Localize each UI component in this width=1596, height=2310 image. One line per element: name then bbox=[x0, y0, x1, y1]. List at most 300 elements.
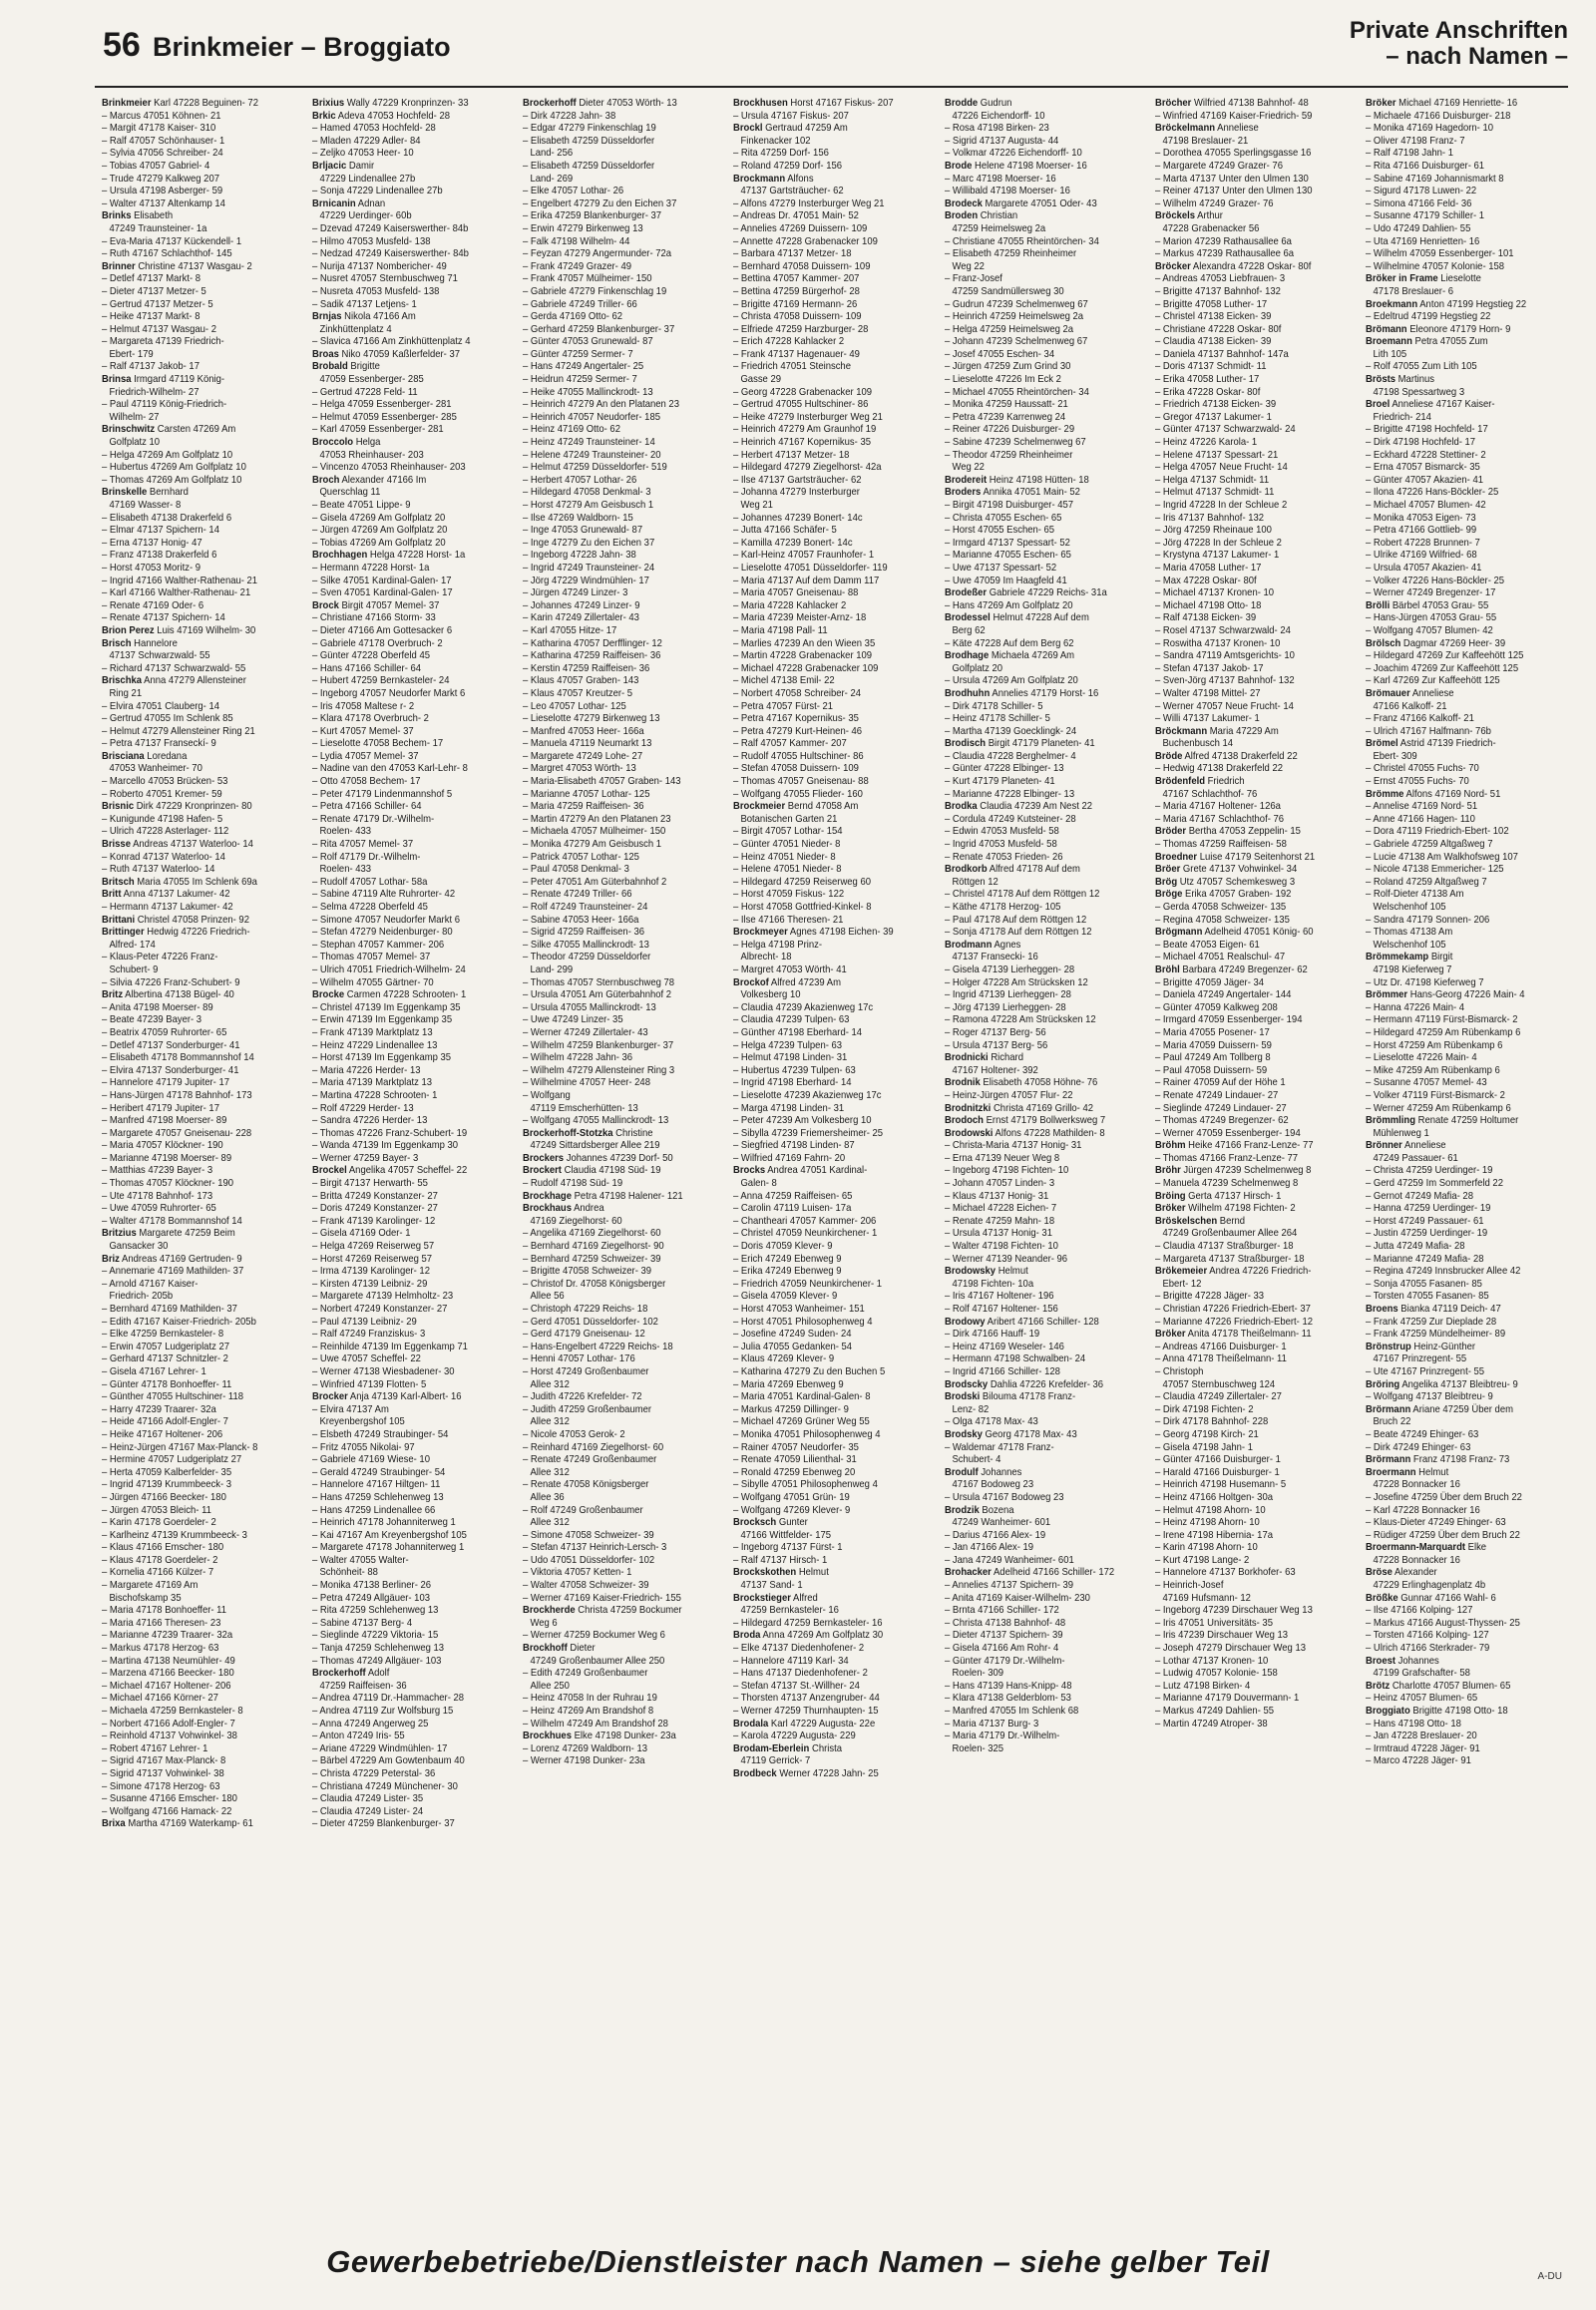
entry-text: – Bettina 47259 Bürgerhof- 28 bbox=[733, 285, 861, 297]
entry-text: – Klaus 47137 Honig- 31 bbox=[944, 1190, 1048, 1202]
entry-text: – Harald 47166 Duisburger- 1 bbox=[1154, 1466, 1280, 1478]
directory-entry bbox=[945, 311, 1131, 324]
directory-entry bbox=[1155, 248, 1342, 261]
directory-entry bbox=[945, 977, 1131, 990]
entry-text: – Wilhelm 47055 Gärtner- 70 bbox=[312, 976, 434, 988]
entry-text: – Markus 47239 Rathausallee 6a bbox=[1154, 248, 1294, 260]
directory-entry bbox=[1155, 174, 1342, 187]
entry-text: Lieselotte bbox=[1437, 273, 1481, 285]
entry-text: – Rosel 47137 Schwarzwald- 24 bbox=[1154, 624, 1291, 636]
directory-entry bbox=[523, 1743, 709, 1756]
directory-entry-head bbox=[102, 487, 288, 500]
entry-text: – Karl 47055 Hitze- 17 bbox=[523, 624, 617, 636]
entry-text: – Dieter 47166 Am Gottesacker 6 bbox=[312, 624, 453, 636]
directory-entry bbox=[523, 223, 709, 236]
entry-text: – Michael 47166 Körner- 27 bbox=[102, 1693, 218, 1705]
entry-text: – Brigitte 47137 Bahnhof- 132 bbox=[1154, 285, 1281, 297]
entry-text: – Heinrich 47279 Am Graunhof 19 bbox=[733, 424, 877, 436]
entry-text: – Christa 47055 Eschen- 65 bbox=[944, 512, 1062, 524]
directory-entry bbox=[523, 713, 709, 726]
directory-entry bbox=[945, 374, 1131, 387]
entry-text: – Bärbel 47229 Am Gowtenbaum 40 bbox=[312, 1755, 465, 1767]
surname: Brökemeier bbox=[1154, 1266, 1207, 1278]
directory-entry bbox=[733, 261, 920, 274]
directory-entry bbox=[312, 1467, 499, 1480]
directory-entry bbox=[102, 324, 288, 337]
entry-text: Allee 36 bbox=[530, 1491, 565, 1503]
entry-text: – Manfred 47055 Im Schlenk 68 bbox=[944, 1706, 1078, 1717]
entry-text: – Norbert 47166 Adolf-Engler- 7 bbox=[102, 1718, 235, 1730]
entry-text: Helmut bbox=[1415, 1466, 1449, 1478]
directory-entry bbox=[312, 587, 499, 600]
directory-entry bbox=[523, 475, 709, 488]
directory-entry bbox=[312, 563, 499, 576]
directory-entry bbox=[312, 273, 499, 286]
directory-entry bbox=[1155, 801, 1342, 814]
entry-text: – Ursula 47055 Mallinckrodt- 13 bbox=[523, 1001, 657, 1013]
directory-entry bbox=[312, 726, 499, 739]
entry-text: – Sandra 47226 Herder- 13 bbox=[312, 1115, 428, 1127]
directory-entry bbox=[312, 1366, 499, 1379]
directory-entry-head bbox=[733, 1567, 920, 1580]
directory-entry bbox=[945, 223, 1131, 236]
entry-text: – Wilhelm 47249 Am Brandshof 28 bbox=[523, 1718, 669, 1730]
directory-entry bbox=[1155, 1479, 1342, 1492]
entry-text: – Helene 47137 Spessart- 21 bbox=[1154, 449, 1278, 461]
directory-entry-head bbox=[102, 889, 288, 902]
entry-text: – Hanna 47259 Uerdinger- 19 bbox=[1365, 1203, 1491, 1215]
directory-entry bbox=[945, 576, 1131, 588]
entry-text: – Oliver 47198 Franz- 7 bbox=[1365, 135, 1465, 147]
directory-entry bbox=[312, 751, 499, 764]
directory-entry bbox=[1155, 989, 1342, 1002]
directory-entry bbox=[1366, 1241, 1552, 1254]
directory-entry-head bbox=[523, 1203, 709, 1216]
entry-text: – Markus 47249 Dahlien- 55 bbox=[1154, 1706, 1274, 1717]
directory-entry bbox=[1155, 1555, 1342, 1568]
surname: Broens bbox=[1365, 1304, 1398, 1315]
directory-entry bbox=[945, 1191, 1131, 1204]
entry-text: – Iris 47167 Holtener- 196 bbox=[944, 1291, 1054, 1303]
directory-entry bbox=[733, 751, 920, 764]
directory-entry bbox=[102, 1605, 288, 1618]
directory-entry bbox=[733, 1353, 920, 1366]
surname: Brodski bbox=[944, 1391, 980, 1403]
entry-text: Annelies 47179 Horst- 16 bbox=[989, 687, 1098, 699]
entry-text: – Frank 47139 Karolinger- 12 bbox=[312, 1215, 436, 1227]
directory-entry bbox=[733, 1379, 920, 1392]
directory-entry bbox=[523, 1254, 709, 1267]
entry-text: 47249 Wanheimer- 601 bbox=[952, 1517, 1050, 1529]
directory-entry bbox=[733, 161, 920, 174]
entry-text: Alexander bbox=[1392, 1567, 1437, 1579]
entry-text: – Stefan 47137 St.-Willher- 24 bbox=[733, 1680, 861, 1692]
directory-entry bbox=[733, 1317, 920, 1330]
entry-text: – Elsbeth 47249 Straubinger- 54 bbox=[312, 1428, 449, 1440]
directory-entry bbox=[733, 374, 920, 387]
entry-text: – Kornelia 47166 Külzer- 7 bbox=[102, 1567, 214, 1579]
entry-text: – Nusreta 47053 Musfeld- 138 bbox=[312, 285, 440, 297]
directory-entry bbox=[102, 1404, 288, 1417]
directory-entry bbox=[733, 625, 920, 638]
directory-entry-head bbox=[1155, 852, 1342, 865]
directory-entry-head bbox=[1155, 1329, 1342, 1342]
directory-entry bbox=[1366, 1002, 1552, 1015]
entry-text: Charlotte 47057 Blumen- 65 bbox=[1390, 1680, 1511, 1692]
directory-entry bbox=[733, 663, 920, 676]
entry-text: – Sieglinde 47229 Viktoria- 15 bbox=[312, 1630, 439, 1642]
entry-text: – Jana 47249 Wanheimer- 601 bbox=[944, 1554, 1074, 1566]
directory-entry bbox=[733, 186, 920, 198]
directory-entry bbox=[523, 940, 709, 953]
entry-text: – Doris 47059 Klever- 9 bbox=[733, 1241, 833, 1253]
entry-text: 47137 Schwarzwald- 55 bbox=[109, 650, 210, 662]
directory-entry bbox=[102, 462, 288, 475]
surname: Brion Perez bbox=[102, 624, 155, 636]
entry-text: – Ursula 47137 Honig- 31 bbox=[944, 1228, 1052, 1240]
entry-text: – Erna 47137 Honig- 47 bbox=[102, 537, 202, 549]
surname: Brömauer bbox=[1365, 687, 1410, 699]
entry-text: – Marianne 47239 Traarer- 32a bbox=[102, 1630, 233, 1642]
entry-text: – Ralf 47198 Jahn- 1 bbox=[1365, 148, 1453, 160]
directory-entry bbox=[1366, 1517, 1552, 1530]
directory-entry-head bbox=[1155, 964, 1342, 977]
entry-text: – Michael 47137 Kronen- 10 bbox=[1154, 587, 1274, 599]
directory-entry bbox=[1366, 248, 1552, 261]
entry-text: Bernd 47058 Am bbox=[785, 801, 859, 813]
surname: Brockherde bbox=[523, 1605, 576, 1617]
entry-text: – Josefine 47259 Über dem Bruch 22 bbox=[1365, 1491, 1522, 1503]
entry-text: – Ingrid 47228 In der Schleue 2 bbox=[1154, 500, 1287, 511]
directory-entry bbox=[102, 1002, 288, 1015]
entry-text: Bilouma 47178 Franz- bbox=[979, 1391, 1075, 1403]
directory-entry bbox=[733, 399, 920, 412]
directory-entry bbox=[1155, 1656, 1342, 1669]
directory-entry-head bbox=[312, 437, 499, 450]
entry-text: – Silvia 47226 Franz-Schubert- 9 bbox=[102, 976, 240, 988]
directory-entry bbox=[312, 1254, 499, 1267]
entry-text: – Sven 47051 Kardinal-Galen- 17 bbox=[312, 587, 453, 599]
directory-entry-head bbox=[1155, 210, 1342, 223]
entry-text: – Volker 47226 Hans-Böckler- 25 bbox=[1365, 575, 1504, 586]
directory-entry bbox=[523, 136, 709, 149]
directory-entry-head bbox=[1155, 1266, 1342, 1279]
entry-text: 47198 Kieferweg 7 bbox=[1373, 963, 1452, 975]
entry-text: – Werner 47259 Bockumer Weg 6 bbox=[523, 1630, 666, 1642]
surname: Brömmer bbox=[1365, 989, 1407, 1001]
entry-text: – Johannes 47249 Linzer- 9 bbox=[523, 599, 640, 611]
entry-text: Ring 21 bbox=[109, 687, 143, 699]
entry-text: Nikola 47166 Am bbox=[341, 311, 416, 323]
entry-text: – Ingrid 47166 Schiller- 128 bbox=[944, 1365, 1060, 1377]
directory-entry bbox=[523, 1014, 709, 1027]
entry-text: Anneliese bbox=[1214, 123, 1259, 135]
entry-text: – Walter 47198 Mittel- 27 bbox=[1154, 687, 1261, 699]
entry-text: – Maria 47166 Theresen- 23 bbox=[102, 1617, 221, 1629]
entry-text: – Hans 47198 Otto- 18 bbox=[1365, 1718, 1461, 1730]
entry-text: – Heinz 47198 Ahorn- 10 bbox=[1154, 1517, 1260, 1529]
entry-text: Alfons 47169 Nord- 51 bbox=[1403, 788, 1501, 800]
directory-entry-head bbox=[945, 98, 1131, 111]
directory-entry-head bbox=[945, 1052, 1131, 1065]
directory-entry bbox=[1366, 1580, 1552, 1593]
entry-text: – Paul 47139 Leibniz- 29 bbox=[312, 1316, 417, 1328]
directory-entry bbox=[1155, 1492, 1342, 1505]
directory-entry bbox=[312, 186, 499, 198]
directory-entry bbox=[1366, 801, 1552, 814]
directory-entry bbox=[102, 1128, 288, 1141]
entry-text: – Stefan 47137 Heinrich-Lersch- 3 bbox=[523, 1542, 667, 1554]
directory-entry bbox=[733, 563, 920, 576]
entry-text: – Eva-Maria 47137 Kückendell- 1 bbox=[102, 235, 242, 247]
entry-text: – Johann 47057 Linden- 3 bbox=[944, 1178, 1054, 1190]
entry-text: – Georg 47228 Grabenacker 109 bbox=[733, 386, 873, 398]
directory-entry bbox=[1366, 412, 1552, 425]
entry-text: 47229 Lindenallee 27b bbox=[319, 173, 416, 185]
directory-entry bbox=[733, 1191, 920, 1204]
directory-entry bbox=[733, 877, 920, 890]
entry-text: Karl 47229 Augusta- 22e bbox=[768, 1718, 876, 1730]
directory-entry bbox=[733, 1342, 920, 1354]
entry-text: – Rudolf 47055 Hultschiner- 86 bbox=[733, 750, 865, 762]
directory-entry bbox=[1366, 1203, 1552, 1216]
directory-entry bbox=[312, 136, 499, 149]
entry-text: – Gabriele 47259 Altgaßweg 7 bbox=[1365, 839, 1493, 851]
entry-text: 47259 Heimelsweg 2a bbox=[952, 222, 1045, 234]
directory-entry-head bbox=[1366, 1304, 1552, 1317]
directory-entry bbox=[102, 336, 288, 349]
entry-text: Bernd bbox=[1216, 1215, 1245, 1227]
surname: Brockmeier bbox=[733, 801, 786, 813]
entry-text: – Lucie 47138 Am Walkhofsweg 107 bbox=[1365, 851, 1518, 863]
directory-entry bbox=[102, 223, 288, 236]
directory-entry bbox=[945, 1342, 1131, 1354]
entry-text: – Horst 47053 Wanheimer- 151 bbox=[733, 1304, 866, 1315]
directory-entry-head bbox=[945, 161, 1131, 174]
entry-text: – Heribert 47179 Jupiter- 17 bbox=[102, 1102, 219, 1114]
directory-entry bbox=[733, 1329, 920, 1342]
entry-text: – Hermann 47119 Fürst-Bismarck- 2 bbox=[1365, 1014, 1518, 1026]
directory-entry bbox=[102, 148, 288, 161]
entry-text: – Wilhelm 47279 Allensteiner Ring 3 bbox=[523, 1064, 675, 1076]
directory-entry bbox=[102, 814, 288, 827]
directory-entry bbox=[102, 123, 288, 136]
directory-entry bbox=[945, 1241, 1131, 1254]
entry-text: – Horst 47058 Gottfried-Kinkel- 8 bbox=[733, 902, 872, 913]
directory-column-4 bbox=[733, 98, 920, 2210]
directory-entry bbox=[1366, 1228, 1552, 1241]
directory-entry bbox=[523, 1693, 709, 1706]
entry-text: – Elisabeth 47178 Bommannshof 14 bbox=[102, 1052, 254, 1064]
directory-entry bbox=[1155, 286, 1342, 299]
entry-text: – Ramona 47228 Am Strücksken 12 bbox=[944, 1014, 1096, 1026]
entry-text: 47249 Großenbaumer Allee 264 bbox=[1162, 1228, 1297, 1240]
page-header bbox=[95, 18, 1568, 88]
directory-entry bbox=[1155, 273, 1342, 286]
entry-text: – Gerhard 47137 Schnitzler- 2 bbox=[102, 1353, 228, 1365]
directory-entry bbox=[523, 625, 709, 638]
entry-text: – Werner 47138 Wiesbadener- 30 bbox=[312, 1365, 455, 1377]
surname: Brömmekamp bbox=[1365, 952, 1429, 963]
entry-text: – Heinz 47166 Holtgen- 30a bbox=[1154, 1491, 1273, 1503]
directory-entry bbox=[312, 940, 499, 953]
surname: Britt bbox=[102, 889, 122, 901]
directory-entry bbox=[523, 1505, 709, 1518]
surname: Brodhuhn bbox=[944, 687, 990, 699]
entry-text: – Gertrud 47137 Metzer- 5 bbox=[102, 298, 213, 310]
running-title: Brinkmeier – Broggiato bbox=[153, 32, 451, 62]
directory-entry bbox=[312, 299, 499, 312]
directory-entry-head bbox=[1155, 726, 1342, 739]
surname: Bröhl bbox=[1154, 963, 1180, 975]
directory-entry-head bbox=[312, 1668, 499, 1681]
entry-text: Anna 47137 Lakumer- 42 bbox=[121, 889, 230, 901]
entry-text: – Jörg 47259 Rheinaue 100 bbox=[1154, 525, 1272, 537]
directory-entry bbox=[312, 1304, 499, 1317]
entry-text: 47229 Erlinghagenplatz 4b bbox=[1373, 1580, 1486, 1592]
directory-entry bbox=[312, 1342, 499, 1354]
entry-text: – Elmar 47137 Spichern- 14 bbox=[102, 525, 219, 537]
entry-text: – Anita 47198 Moerser- 89 bbox=[102, 1001, 213, 1013]
directory-entry bbox=[945, 1668, 1131, 1681]
directory-entry bbox=[733, 814, 920, 827]
directory-entry bbox=[312, 148, 499, 161]
entry-text: – Hedwig 47138 Drakerfeld 22 bbox=[1154, 763, 1283, 775]
entry-text: 47249 Passauer- 61 bbox=[1373, 1152, 1458, 1164]
entry-text: – Claudia 47137 Straßburger- 18 bbox=[1154, 1241, 1294, 1253]
entry-text: – Claudia 47249 Zillertaler- 27 bbox=[1154, 1391, 1282, 1403]
directory-entry bbox=[523, 186, 709, 198]
directory-entry bbox=[945, 1743, 1131, 1756]
directory-entry bbox=[1155, 324, 1342, 337]
directory-entry bbox=[312, 650, 499, 663]
directory-entry-head bbox=[102, 989, 288, 1002]
entry-text: – Andreas 47166 Duisburger- 1 bbox=[1154, 1341, 1287, 1352]
directory-entry-head bbox=[312, 550, 499, 563]
entry-text: – Lorenz 47269 Waldborn- 13 bbox=[523, 1742, 648, 1754]
entry-text: – Birgit 47137 Herwarth- 55 bbox=[312, 1178, 428, 1190]
directory-entry bbox=[523, 638, 709, 651]
entry-text: – Dzevad 47249 Kaiserswerther- 84b bbox=[312, 222, 469, 234]
directory-entry bbox=[102, 1317, 288, 1330]
directory-entry bbox=[733, 1656, 920, 1669]
entry-text: – Trude 47279 Kalkweg 207 bbox=[102, 173, 219, 185]
directory-entry-head bbox=[1366, 1404, 1552, 1417]
entry-text: – Brigitte 47198 Hochfeld- 17 bbox=[1365, 424, 1488, 436]
entry-text: Arthur bbox=[1194, 210, 1223, 222]
entry-text: Lenz- 82 bbox=[952, 1403, 989, 1415]
directory-entry bbox=[523, 1719, 709, 1732]
entry-text: 47228 Bonnacker 16 bbox=[1373, 1479, 1460, 1491]
surname: Brnicanin bbox=[312, 197, 356, 209]
directory-entry bbox=[523, 839, 709, 852]
entry-text: – Paul 47249 Am Tollberg 8 bbox=[1154, 1052, 1271, 1064]
directory-entry bbox=[523, 738, 709, 751]
entry-text: – Kurt 47198 Lange- 2 bbox=[1154, 1554, 1249, 1566]
entry-text: – Selma 47228 Oberfeld 45 bbox=[312, 902, 429, 913]
entry-text: – Peter 47051 Am Güterbahnhof 2 bbox=[523, 876, 667, 888]
entry-text: – Nadine van den 47053 Karl-Lehr- 8 bbox=[312, 763, 469, 775]
entry-text: – Joseph 47279 Dirschauer Weg 13 bbox=[1154, 1643, 1306, 1655]
entry-text: Christel 47058 Prinzen- 92 bbox=[135, 914, 249, 926]
directory-entry bbox=[312, 525, 499, 538]
entry-text: – Simona 47166 Feld- 36 bbox=[1365, 197, 1472, 209]
directory-entry bbox=[102, 1618, 288, 1631]
directory-entry bbox=[523, 1103, 709, 1116]
directory-entry bbox=[102, 513, 288, 526]
entry-text: Helga bbox=[353, 437, 381, 449]
directory-entry bbox=[102, 1442, 288, 1455]
entry-text: Ebert- 12 bbox=[1162, 1278, 1202, 1290]
entry-text: – Ingrid 47166 Walther-Rathenau- 21 bbox=[102, 575, 258, 586]
surname: Broccolo bbox=[312, 437, 354, 449]
directory-entry bbox=[312, 701, 499, 714]
entry-text: – Günter 47051 Nieder- 8 bbox=[733, 839, 841, 851]
directory-entry-head bbox=[1366, 374, 1552, 387]
entry-text: – Ilse 47166 Theresen- 21 bbox=[733, 914, 844, 926]
entry-text: 47249 Großenbaumer Allee 250 bbox=[530, 1655, 665, 1667]
directory-entry bbox=[523, 1656, 709, 1669]
directory-entry bbox=[1155, 236, 1342, 249]
entry-text: Anna 47279 Allensteiner bbox=[142, 675, 246, 687]
directory-entry bbox=[523, 877, 709, 890]
surname: Brockhaus bbox=[523, 1203, 573, 1215]
surname: Brohacker bbox=[944, 1567, 992, 1579]
entry-text: – Renate 47059 Lilienthal- 31 bbox=[733, 1454, 858, 1466]
entry-text: – Ilse 47166 Kolping- 127 bbox=[1365, 1605, 1473, 1617]
surname: Brodnicki bbox=[944, 1052, 989, 1064]
directory-entry bbox=[1155, 487, 1342, 500]
entry-text: – Gregor 47137 Lakumer- 1 bbox=[1154, 411, 1272, 423]
entry-text: 47137 Gartsträucher- 62 bbox=[740, 186, 845, 197]
directory-entry bbox=[523, 675, 709, 688]
directory-entry bbox=[312, 826, 499, 839]
entry-text: – Brigitte 47058 Luther- 17 bbox=[1154, 298, 1267, 310]
entry-text: – Helene 47051 Nieder- 8 bbox=[733, 864, 842, 876]
directory-entry bbox=[312, 1203, 499, 1216]
entry-text: 47228 Bonnacker 16 bbox=[1373, 1554, 1460, 1566]
directory-entry bbox=[945, 525, 1131, 538]
entry-text: – Petra 47167 Kopernikus- 35 bbox=[733, 713, 860, 725]
directory-entry bbox=[312, 1153, 499, 1166]
entry-text: – Thomas 47249 Bregenzer- 62 bbox=[1154, 1115, 1289, 1127]
directory-entry-head bbox=[945, 1103, 1131, 1116]
directory-entry bbox=[312, 713, 499, 726]
directory-entry bbox=[733, 1580, 920, 1593]
surname: Bröring bbox=[1365, 1378, 1400, 1390]
directory-entry bbox=[733, 952, 920, 964]
entry-text: – Werner 47249 Bregenzer- 17 bbox=[1365, 587, 1496, 599]
entry-text: – Anna 47178 Theißelmann- 11 bbox=[1154, 1353, 1287, 1365]
directory-entry bbox=[102, 538, 288, 551]
directory-entry-head bbox=[1155, 826, 1342, 839]
entry-text: Aribert 47166 Schiller- 128 bbox=[985, 1316, 1099, 1328]
entry-text: – Heinrich 47178 Johanniterweg 1 bbox=[312, 1517, 456, 1529]
entry-text: – Marlies 47239 An den Wieen 35 bbox=[733, 637, 876, 649]
directory-entry bbox=[1366, 1014, 1552, 1027]
directory-entry-head bbox=[102, 1818, 288, 1831]
directory-entry bbox=[1155, 1014, 1342, 1027]
directory-entry bbox=[102, 399, 288, 412]
entry-text: – Helga 47059 Essenberger- 281 bbox=[312, 399, 452, 411]
directory-entry bbox=[1366, 839, 1552, 852]
directory-entry-head bbox=[945, 210, 1131, 223]
directory-entry-head bbox=[312, 361, 499, 374]
entry-text: – Maria 47167 Holtener- 126a bbox=[1154, 801, 1281, 813]
entry-text: – Siegfried 47198 Linden- 87 bbox=[733, 1140, 856, 1152]
directory-entry bbox=[523, 1593, 709, 1606]
entry-text: – Rita 47259 Schlehenweg 13 bbox=[312, 1605, 439, 1617]
